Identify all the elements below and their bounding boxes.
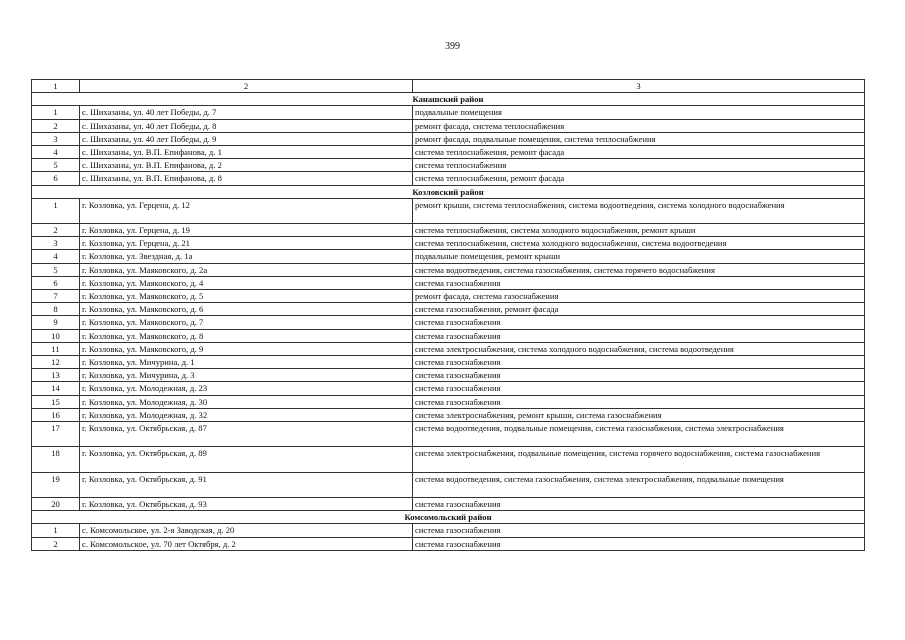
works-cell: система газоснабжения	[413, 524, 865, 537]
address-cell: г. Козловка, ул. Маяковского, д. 5	[80, 290, 413, 303]
table-row	[32, 263, 865, 276]
address-cell: г. Козловка, ул. Маяковского, д. 8	[80, 329, 413, 342]
works-cell: система электроснабжения, система холодного водоснабжения, система водоотведения	[413, 342, 865, 355]
table-row	[32, 172, 865, 185]
section-title: Козловский район	[32, 185, 865, 198]
works-cell: система теплоснабжения	[413, 159, 865, 172]
works-cell: система газоснабжения	[413, 382, 865, 395]
table-row	[32, 250, 865, 263]
row-number-cell: 12	[32, 355, 80, 368]
table-body	[32, 80, 865, 551]
address-cell: г. Козловка, ул. Октябрьская, д. 87	[80, 421, 413, 446]
works-cell: система водоотведения, подвальные помещения, система газоснабжения, система электроснабжения	[413, 421, 865, 446]
table-row	[32, 290, 865, 303]
address-cell: г. Козловка, ул. Маяковского, д. 2а	[80, 263, 413, 276]
section-row	[32, 93, 865, 106]
address-cell: с. Шихазаны, ул. 40 лет Победы, д. 7	[80, 106, 413, 119]
address-cell: с. Шихазаны, ул. В.П. Епифанова, д. 2	[80, 159, 413, 172]
row-number-cell: 16	[32, 408, 80, 421]
address-cell: с. Шихазаны, ул. В.П. Епифанова, д. 8	[80, 172, 413, 185]
section-title: Канашский район	[32, 93, 865, 106]
table-row	[32, 106, 865, 119]
table-row	[32, 342, 865, 355]
address-cell: г. Козловка, ул. Октябрьская, д. 91	[80, 472, 413, 497]
table-row	[32, 447, 865, 472]
works-cell: система электроснабжения, ремонт крыши, система газоснабжения	[413, 408, 865, 421]
works-cell: система газоснабжения	[413, 316, 865, 329]
works-cell: система электроснабжения, подвальные помещения, система горячего водоснабжения, система газоснабжения	[413, 447, 865, 472]
table-row	[32, 395, 865, 408]
table-row	[32, 132, 865, 145]
section-row	[32, 511, 865, 524]
address-cell: г. Козловка, ул. Октябрьская, д. 93	[80, 498, 413, 511]
table-row	[32, 472, 865, 497]
table-row	[32, 276, 865, 289]
row-number-cell: 13	[32, 369, 80, 382]
section-row	[32, 185, 865, 198]
row-number-cell: 6	[32, 172, 80, 185]
works-cell: система газоснабжения	[413, 329, 865, 342]
row-number-cell: 15	[32, 395, 80, 408]
table-row	[32, 237, 865, 250]
address-cell: с. Комсомольское, ул. 70 лет Октября, д. 2	[80, 537, 413, 550]
works-cell: ремонт фасада, подвальные помещения, система теплоснабжения	[413, 132, 865, 145]
page-number: 399	[445, 41, 460, 52]
row-number-cell: 4	[32, 250, 80, 263]
address-cell: г. Козловка, ул. Маяковского, д. 9	[80, 342, 413, 355]
column-number-2: 2	[80, 80, 413, 93]
section-title: Комсомольский район	[32, 511, 865, 524]
row-number-cell: 7	[32, 290, 80, 303]
table-row	[32, 408, 865, 421]
table-row	[32, 198, 865, 223]
works-cell: система газоснабжения	[413, 276, 865, 289]
address-cell: г. Козловка, ул. Маяковского, д. 4	[80, 276, 413, 289]
address-cell: г. Козловка, ул. Герцена, д. 12	[80, 198, 413, 223]
works-cell: система теплоснабжения, система холодного водоснабжения, ремонт крыши	[413, 224, 865, 237]
works-cell: подвальные помещения, ремонт крыши	[413, 250, 865, 263]
row-number-cell: 5	[32, 159, 80, 172]
works-cell: ремонт фасада, система газоснабжения	[413, 290, 865, 303]
works-cell: система газоснабжения	[413, 395, 865, 408]
works-cell: система газоснабжения	[413, 498, 865, 511]
address-cell: г. Козловка, ул. Звездная, д. 1а	[80, 250, 413, 263]
address-cell: г. Козловка, ул. Молодежная, д. 30	[80, 395, 413, 408]
row-number-cell: 11	[32, 342, 80, 355]
row-number-cell: 19	[32, 472, 80, 497]
table-row	[32, 145, 865, 158]
works-cell: система газоснабжения	[413, 355, 865, 368]
table-row	[32, 159, 865, 172]
works-cell: система газоснабжения, ремонт фасада	[413, 303, 865, 316]
works-cell: система теплоснабжения, ремонт фасада	[413, 145, 865, 158]
table-row	[32, 537, 865, 550]
table-row	[32, 524, 865, 537]
address-cell: г. Козловка, ул. Мичурина, д. 3	[80, 369, 413, 382]
works-cell: система водоотведения, система газоснабжения, система горячего водоснабжения	[413, 263, 865, 276]
row-number-cell: 9	[32, 316, 80, 329]
works-cell: ремонт фасада, система теплоснабжения	[413, 119, 865, 132]
address-cell: с. Комсомольское, ул. 2-я Заводская, д. 20	[80, 524, 413, 537]
table-row	[32, 119, 865, 132]
row-number-cell: 1	[32, 106, 80, 119]
row-number-cell: 2	[32, 224, 80, 237]
row-number-cell: 6	[32, 276, 80, 289]
works-cell: подвальные помещения	[413, 106, 865, 119]
row-number-cell: 20	[32, 498, 80, 511]
row-number-cell: 5	[32, 263, 80, 276]
row-number-cell: 1	[32, 198, 80, 223]
row-number-cell: 2	[32, 119, 80, 132]
row-number-cell: 8	[32, 303, 80, 316]
table-row	[32, 329, 865, 342]
table-row	[32, 316, 865, 329]
table-row	[32, 303, 865, 316]
row-number-cell: 18	[32, 447, 80, 472]
row-number-cell: 3	[32, 237, 80, 250]
table-row	[32, 369, 865, 382]
address-cell: г. Козловка, ул. Герцена, д. 21	[80, 237, 413, 250]
column-number-1: 1	[32, 80, 80, 93]
column-number-row	[32, 80, 865, 93]
row-number-cell: 17	[32, 421, 80, 446]
address-cell: г. Козловка, ул. Октябрьская, д. 89	[80, 447, 413, 472]
row-number-cell: 10	[32, 329, 80, 342]
address-cell: г. Козловка, ул. Маяковского, д. 6	[80, 303, 413, 316]
row-number-cell: 1	[32, 524, 80, 537]
row-number-cell: 4	[32, 145, 80, 158]
works-cell: ремонт крыши, система теплоснабжения, система водоотведения, система холодного водоснабжения	[413, 198, 865, 223]
works-table	[31, 79, 865, 551]
works-cell: система теплоснабжения, система холодного водоснабжения, система водоотведения	[413, 237, 865, 250]
table-row	[32, 421, 865, 446]
column-number-3: 3	[413, 80, 865, 93]
address-cell: г. Козловка, ул. Молодежная, д. 32	[80, 408, 413, 421]
works-cell: система теплоснабжения, ремонт фасада	[413, 172, 865, 185]
works-cell: система водоотведения, система газоснабжения, система электроснабжения, подвальные помещения	[413, 472, 865, 497]
row-number-cell: 2	[32, 537, 80, 550]
table-row	[32, 498, 865, 511]
address-cell: с. Шихазаны, ул. 40 лет Победы, д. 8	[80, 119, 413, 132]
works-cell: система газоснабжения	[413, 369, 865, 382]
address-cell: г. Козловка, ул. Молодежная, д. 23	[80, 382, 413, 395]
table-row	[32, 224, 865, 237]
table-row	[32, 355, 865, 368]
row-number-cell: 14	[32, 382, 80, 395]
row-number-cell: 3	[32, 132, 80, 145]
address-cell: г. Козловка, ул. Герцена, д. 19	[80, 224, 413, 237]
address-cell: г. Козловка, ул. Мичурина, д. 1	[80, 355, 413, 368]
table-row	[32, 382, 865, 395]
address-cell: с. Шихазаны, ул. В.П. Епифанова, д. 1	[80, 145, 413, 158]
works-cell: система газоснабжения	[413, 537, 865, 550]
address-cell: г. Козловка, ул. Маяковского, д. 7	[80, 316, 413, 329]
address-cell: с. Шихазаны, ул. 40 лет Победы, д. 9	[80, 132, 413, 145]
